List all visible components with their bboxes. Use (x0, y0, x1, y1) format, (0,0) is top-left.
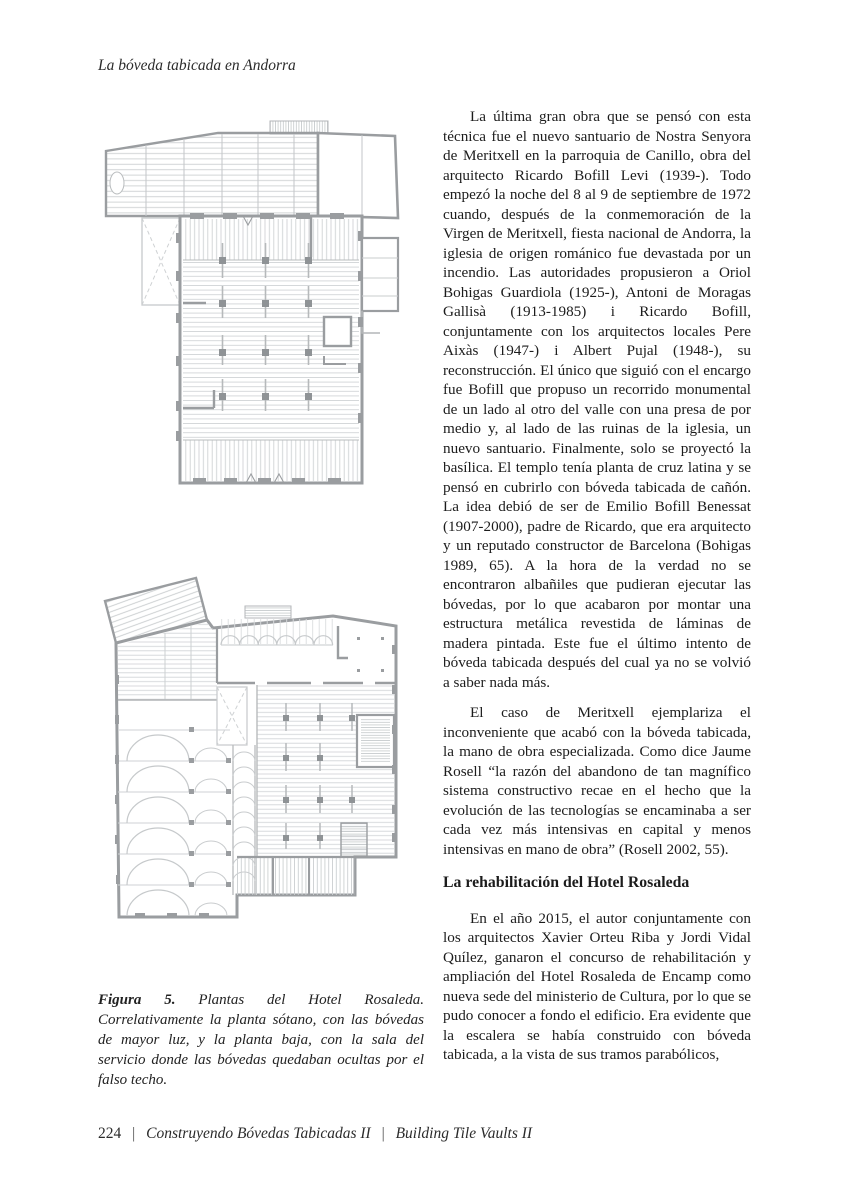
x-brace-room (217, 687, 247, 745)
page-number: 224 (98, 1125, 122, 1142)
paragraph: El caso de Meritxell ejemplariza el inconveniente que acabó con la bóveda tabicada, la mano de obra especializada. Como dice Jaume Rosell “la razón del abandono de tan magnífico sistema constructivo recae en el hecho que la evolución de las tecnologías se encaminaba a ser cada vez más intensivas en capital y menos intensivas en mano de obra” (Rosell 2002, 55). (443, 704, 751, 858)
figure-caption (98, 990, 424, 1090)
north-wing (106, 133, 318, 216)
service-room-band (237, 857, 355, 895)
footer-separator: | (132, 1125, 136, 1142)
page-footer (98, 1125, 532, 1143)
figure-floor-plan-sotano (100, 113, 410, 485)
paragraph: La última gran obra que se pensó con esta técnica fue el nuevo santuario de Nostra Senyora de Meritxell en la parroquia de Canillo, obra del arquitecto Ricardo Bofill Levi (1939-). Todo empezó la noche del 8 al 9 de septiembre de 1972 cuando, después de la conmemoración de la Virgen de Meritxell, fiesta nacional de Andorra, la iglesia de origen románico fue devastada por un incendio. Las autoridades propusieron a Oriol Bohigas Guardiola (1925-), Antoni de Moragas Gallisà (1913-1985) i Ricardo Bofill, conjuntamente con los arquitectos locales Pere Aixàs (1947-) i Albert Pujal (1948-), su reconstrucción. El único que siguió con el encargo fue Bofill que propuso un recorrido monumental de un lado al otro del valle con una presa de por medio y, al lado de las ruinas de la iglesia, un nuevo santuario. Finalmente, solo se proyectó la basílica. El templo tenía planta de cruz latina y se pensó en cubrirlo con bóveda tabicada de cañón. La idea debió de ser de Emilio Bofill Benessat (1907-2000), padre de Ricardo, que era arquitecto y un reputado constructor de Barcelona (Bohigas 1989, 65). A la hora de la verdad no se encontraron albañiles que pudieran ejecutar las bóvedas, por lo que acabaron por montar una estructura metálica revestida de láminas de madera pintada. Este fue el último intento de bóveda tabicada después del cual ya no se volvió a saber nada más. (443, 108, 751, 691)
stair-block-se (341, 823, 367, 857)
figure-caption-label: Figura 5. (98, 992, 176, 1008)
figure-floor-plan-baja (95, 565, 415, 927)
book-title-en: Building Tile Vaults II (395, 1125, 533, 1142)
article-text-column (443, 107, 751, 1076)
figure-caption-text: Plantas del Hotel Rosaleda. Correlativamente la planta sótano, con las bóvedas de mayor luz, y la planta baja, con la sala del servicio donde las bóvedas quedaban ocultas por el falso techo. (98, 992, 425, 1088)
paragraph: En el año 2015, el autor conjuntamente con los arquitectos Xavier Orteu Riba y Jordi Vidal Quílez, ganaron el concurso de rehabilitación y ampliación del Hotel Rosaleda de Encamp como nueva sede del ministerio de Cultura, por lo que se pudo conocer a fondo el edificio. Era evidente que la escalera se había construido con bóveda tabicada, a la vista de sus tramos parabólicos, (443, 909, 751, 1063)
footer-separator: | (381, 1125, 385, 1142)
east-extension (362, 238, 398, 333)
northeast-rooms (318, 133, 398, 218)
running-header: La bóveda tabicada en Andorra (98, 57, 296, 74)
east-hall (257, 685, 394, 857)
stair-bump (245, 606, 291, 618)
lift-box (324, 317, 351, 346)
book-title-es: Construyendo Bóvedas Tabicadas II (146, 1125, 371, 1142)
main-hall (180, 216, 362, 483)
x-brace-room (142, 218, 180, 305)
section-heading: La rehabilitación del Hotel Rosaleda (443, 874, 690, 891)
